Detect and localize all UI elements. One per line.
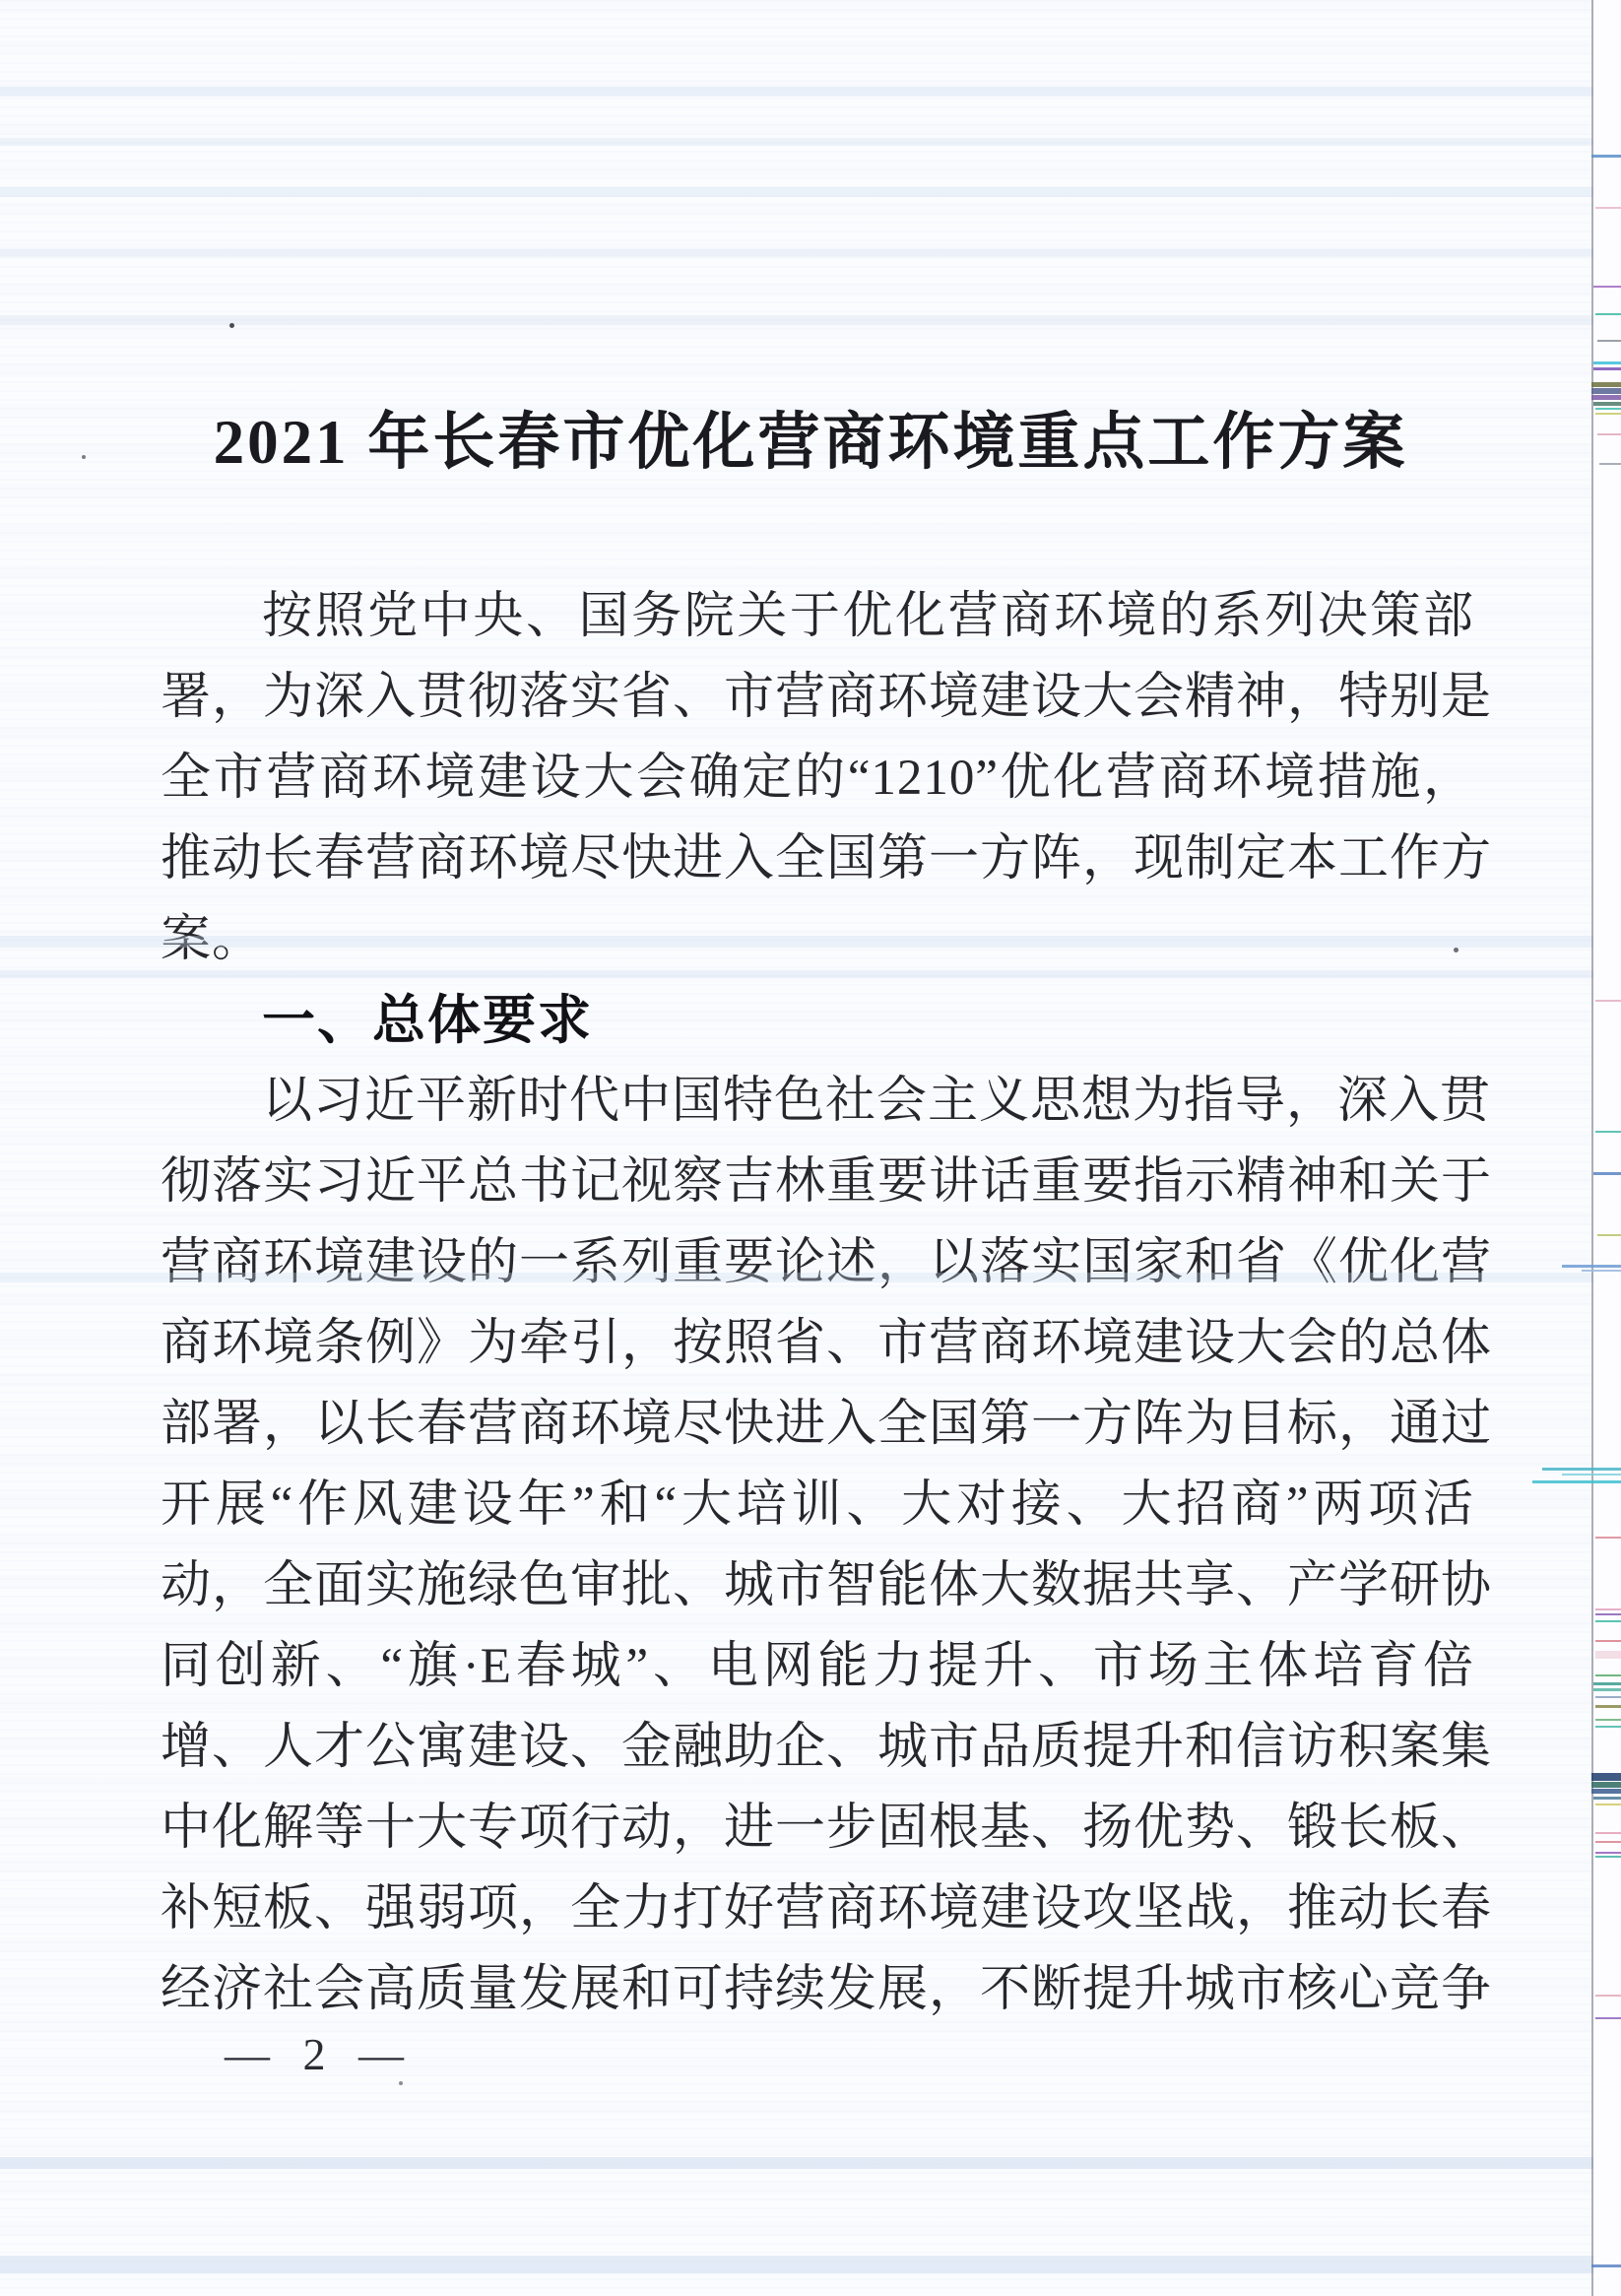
- scan-color-streak: [1562, 1474, 1621, 1476]
- paragraph1-line-1: 按照党中央、国务院关于优化营商环境的系列决策部: [262, 589, 1474, 644]
- paragraph1-line-2: 署，为深入贯彻落实省、市营商环境建设大会精神，特别是: [161, 670, 1493, 725]
- scan-noise-band: [0, 970, 1621, 978]
- paragraph2-line-10: 中化解等十大专项行动，进一步固根基、扬优势、锻长板、: [161, 1801, 1493, 1856]
- scan-color-streak: [1597, 340, 1621, 342]
- scan-color-streak: [1591, 1773, 1621, 1781]
- paragraph2-line-7: 动，全面实施绿色审批、城市智能体大数据共享、产学研协: [161, 1558, 1493, 1613]
- scan-color-streak: [1595, 1995, 1621, 1997]
- scan-noise-band: [0, 249, 1621, 257]
- paragraph2-line-1: 以习近平新时代中国特色社会主义思想为指导，深入贯: [262, 1074, 1492, 1129]
- scan-color-streak: [1595, 1620, 1621, 1622]
- scan-color-streak: [1595, 1696, 1621, 1698]
- scan-color-streak: [1593, 361, 1621, 364]
- scan-noise-band: [0, 138, 1621, 146]
- scan-color-streak: [1591, 1782, 1621, 1788]
- scan-color-streak: [1582, 1270, 1621, 1272]
- scan-color-streak: [1593, 1682, 1621, 1685]
- paragraph2-line-4: 商环境条例》为牵引，按照省、市营商环境建设大会的总体: [161, 1316, 1493, 1371]
- scan-color-streak: [1595, 1804, 1621, 1805]
- document-title: 2021 年长春市优化营商环境重点工作方案: [213, 408, 1408, 477]
- scan-color-streak: [1595, 1640, 1621, 1642]
- scan-color-streak: [1591, 155, 1621, 158]
- scan-speck: [1454, 948, 1459, 952]
- paragraph1-line-3: 全市营商环境建设大会确定的“1210”优化营商环境措施，: [161, 751, 1474, 806]
- scan-color-streak: [1595, 1719, 1621, 1721]
- scan-color-streak: [1593, 1172, 1621, 1175]
- paragraph1-line-5: 案。: [161, 912, 264, 967]
- scan-noise-band: [0, 315, 1621, 325]
- scan-color-streak: [1591, 382, 1621, 387]
- paragraph2-line-9: 增、人才公寓建设、金融助企、城市品质提升和信访积案集: [161, 1720, 1493, 1775]
- scan-color-streak: [1595, 1832, 1621, 1834]
- scan-color-streak: [1591, 395, 1621, 400]
- scan-color-streak: [1593, 1688, 1621, 1691]
- scan-color-streak: [1595, 413, 1621, 415]
- scan-noise-band: [0, 2157, 1621, 2169]
- scan-color-streak: [1595, 1841, 1621, 1843]
- scan-color-streak: [1595, 1852, 1621, 1854]
- scan-color-streak: [1593, 402, 1621, 406]
- scan-color-streak: [1593, 1797, 1621, 1800]
- paragraph2-line-2: 彻落实习近平总书记视察吉林重要讲话重要指示精神和关于: [161, 1154, 1493, 1210]
- scan-color-streak: [1597, 433, 1621, 435]
- paragraph2-line-11: 补短板、强弱项，全力打好营商环境建设攻坚战，推动长春: [161, 1881, 1493, 1936]
- page-number: — 2 —: [225, 2029, 404, 2079]
- scan-right-strip: [1593, 0, 1621, 2296]
- scan-speck: [399, 2081, 403, 2085]
- scan-color-streak: [1591, 388, 1621, 394]
- scan-color-streak: [1593, 286, 1621, 288]
- scan-color-streak: [1595, 1726, 1621, 1728]
- scan-color-streak: [1595, 313, 1621, 315]
- paragraph1-line-4: 推动长春营商环境尽快进入全国第一方阵，现制定本工作方: [161, 831, 1493, 886]
- scan-color-streak: [1595, 1674, 1621, 1676]
- document-body: [161, 576, 1493, 2030]
- scan-noise-band: [0, 936, 1621, 948]
- scan-color-streak: [1595, 1608, 1621, 1610]
- scan-noise-band: [0, 1273, 1621, 1282]
- scan-color-streak: [1532, 1480, 1621, 1483]
- paragraph2-line-12: 经济社会高质量发展和可持续发展，不断提升城市核心竞争: [161, 1962, 1493, 2017]
- scan-color-streak: [1595, 1000, 1621, 1002]
- scan-color-streak: [1595, 2017, 1621, 2019]
- scan-color-streak: [1599, 463, 1621, 465]
- scan-color-streak: [1595, 1705, 1621, 1708]
- scan-noise-band: [0, 2256, 1621, 2273]
- scan-color-streak: [1595, 207, 1621, 209]
- scan-color-streak: [1593, 367, 1621, 370]
- scan-edge-line: [1591, 0, 1593, 2296]
- paragraph2-line-6: 开展“作风建设年”和“大培训、大对接、大招商”两项活: [161, 1477, 1474, 1533]
- scan-color-streak: [1591, 1789, 1621, 1794]
- scan-color-streak: [1542, 1468, 1621, 1471]
- scan-color-streak: [1597, 1234, 1621, 1236]
- section-heading: 一、总体要求: [262, 991, 593, 1050]
- paragraph2-line-8: 同创新、“旗·E春城”、电网能力提升、市场主体培育倍: [161, 1639, 1474, 1694]
- scan-color-streak: [1595, 408, 1621, 410]
- scan-color-streak: [1595, 1131, 1621, 1133]
- scan-color-streak: [1562, 1265, 1621, 1268]
- scan-noise-band: [0, 187, 1621, 197]
- scan-color-streak: [1591, 2264, 1621, 2267]
- scan-color-streak: [1595, 1856, 1621, 1858]
- scan-color-streak: [1595, 1651, 1621, 1659]
- scan-speck: [82, 455, 86, 459]
- scan-noise-band: [0, 87, 1621, 97]
- scan-speck: [229, 323, 234, 328]
- paragraph2-line-3: 营商环境建设的一系列重要论述，以落实国家和省《优化营: [161, 1235, 1493, 1290]
- paragraph2-line-5: 部署，以长春营商环境尽快进入全国第一方阵为目标，通过: [161, 1397, 1493, 1452]
- scan-color-streak: [1595, 1537, 1621, 1539]
- scan-color-streak: [1595, 1613, 1621, 1615]
